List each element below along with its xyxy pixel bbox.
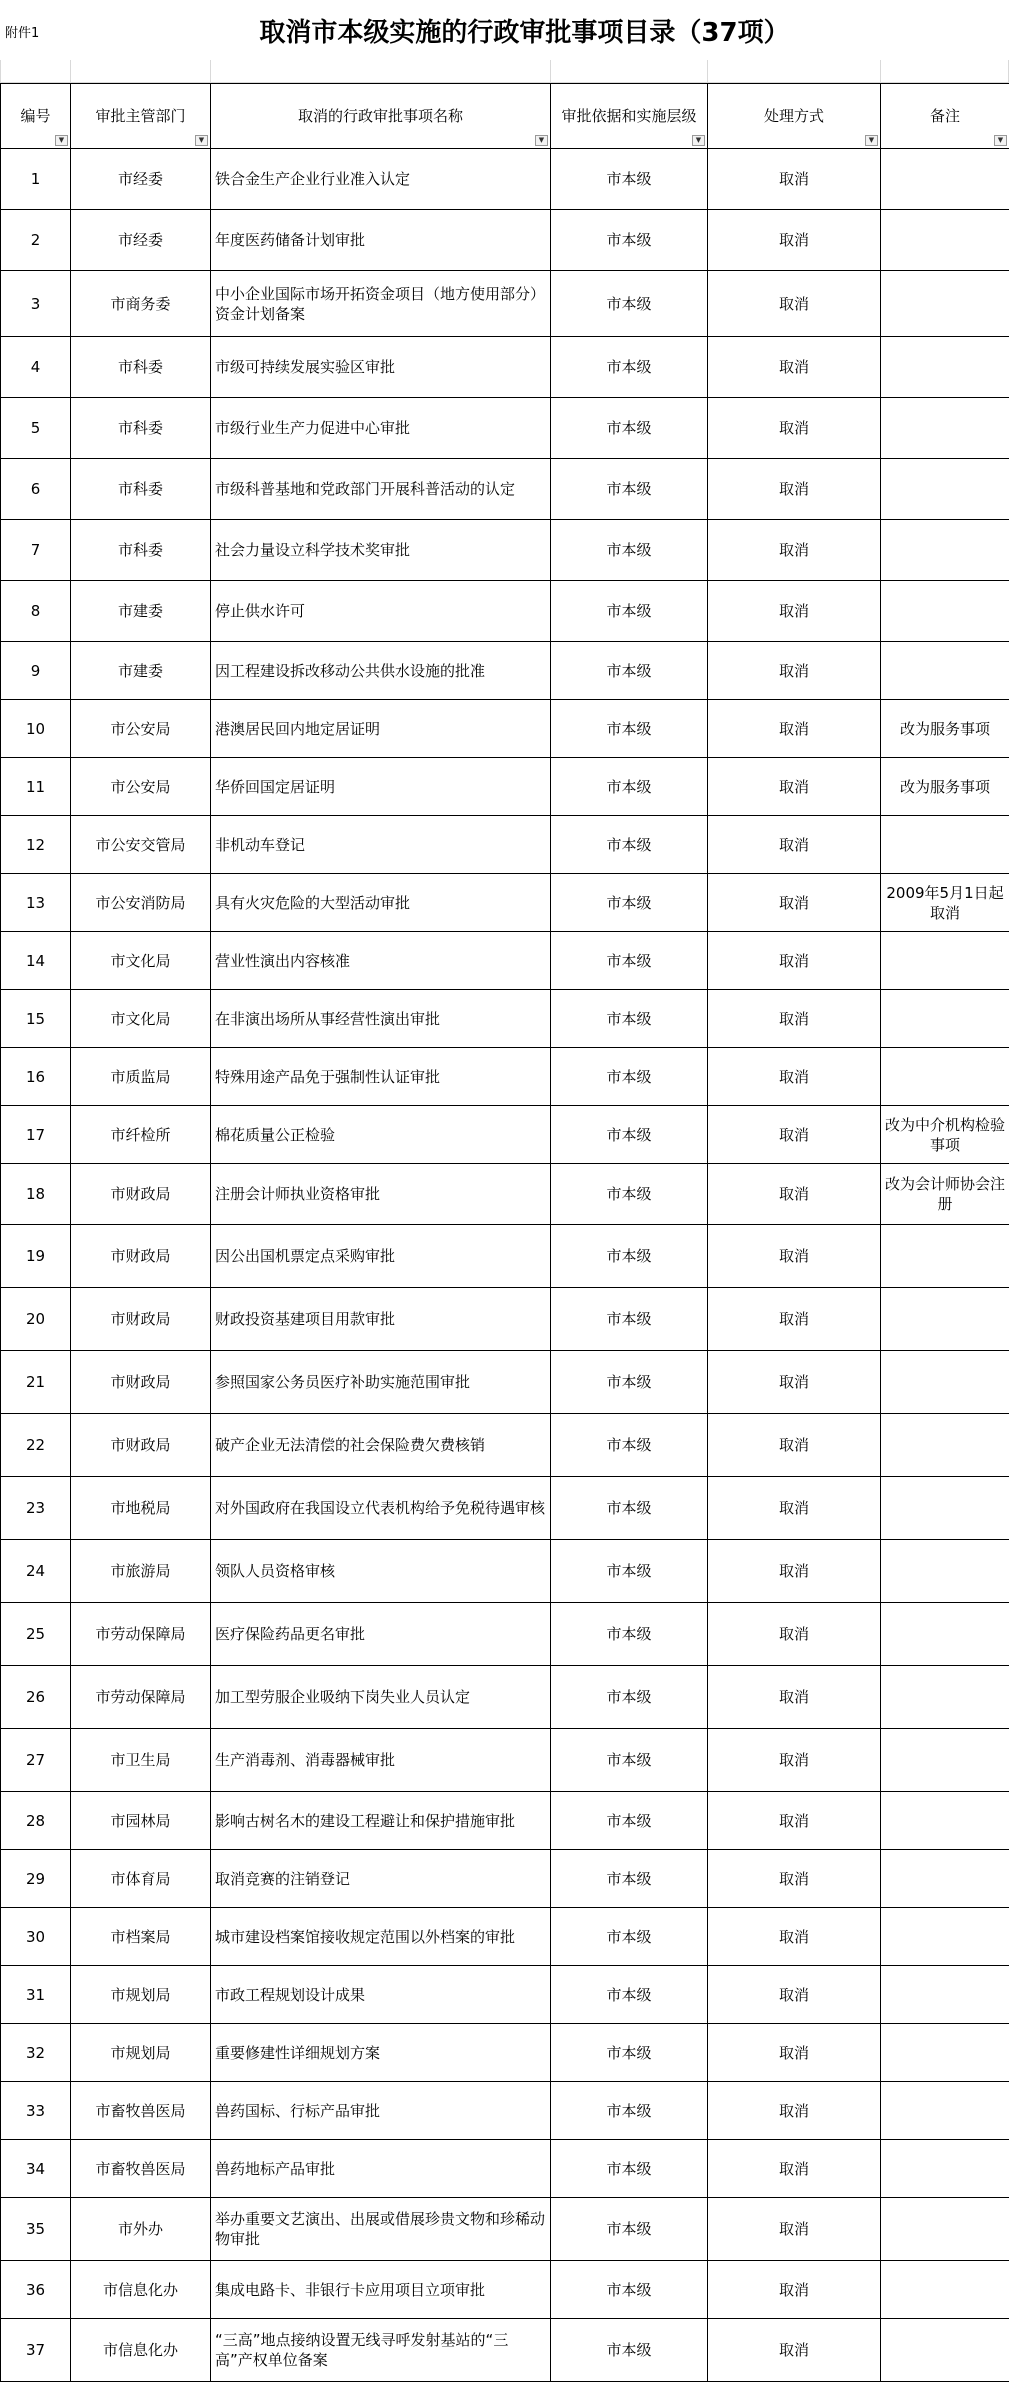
cell-item: 特殊用途产品免于强制性认证审批 xyxy=(211,1048,551,1106)
cell-dept: 市科委 xyxy=(71,398,211,459)
cell-action: 取消 xyxy=(708,758,881,816)
cell-no: 29 xyxy=(1,1850,71,1908)
cell-action: 取消 xyxy=(708,520,881,581)
cell-note xyxy=(881,2198,1009,2261)
cell-no: 19 xyxy=(1,1225,71,1288)
cell-dept: 市公安局 xyxy=(71,700,211,758)
cell-item: 营业性演出内容核准 xyxy=(211,932,551,990)
cell-item: 因公出国机票定点采购审批 xyxy=(211,1225,551,1288)
column-header-note: 备注 ▼ xyxy=(881,84,1009,149)
cell-note: 2009年5月1日起取消 xyxy=(881,874,1009,932)
table-row xyxy=(1,149,1009,210)
cell-dept: 市财政局 xyxy=(71,1351,211,1414)
cell-item: 参照国家公务员医疗补助实施范围审批 xyxy=(211,1351,551,1414)
cell-dept: 市科委 xyxy=(71,337,211,398)
cell-dept: 市劳动保障局 xyxy=(71,1603,211,1666)
cell-dept: 市文化局 xyxy=(71,932,211,990)
cell-action: 取消 xyxy=(708,874,881,932)
cell-item: 加工型劳服企业吸纳下岗失业人员认定 xyxy=(211,1666,551,1729)
table-row xyxy=(1,337,1009,398)
table-row xyxy=(1,1850,1009,1908)
cell-level: 市本级 xyxy=(551,1477,708,1540)
cell-no: 20 xyxy=(1,1288,71,1351)
cell-dept: 市财政局 xyxy=(71,1288,211,1351)
cell-dept: 市科委 xyxy=(71,520,211,581)
cell-no: 27 xyxy=(1,1729,71,1792)
cell-level: 市本级 xyxy=(551,874,708,932)
cell-item: 非机动车登记 xyxy=(211,816,551,874)
cell-dept: 市科委 xyxy=(71,459,211,520)
column-header-dept: 审批主管部门 ▼ xyxy=(71,84,211,149)
cell-dept: 市地税局 xyxy=(71,1477,211,1540)
cell-level: 市本级 xyxy=(551,520,708,581)
cell-level: 市本级 xyxy=(551,1540,708,1603)
table-row xyxy=(1,1908,1009,1966)
table-row xyxy=(1,1966,1009,2024)
page-title: 取消市本级实施的行政审批事项目录（37项） xyxy=(0,12,1009,49)
cell-no: 5 xyxy=(1,398,71,459)
cell-item: 市级科普基地和党政部门开展科普活动的认定 xyxy=(211,459,551,520)
cell-dept: 市园林局 xyxy=(71,1792,211,1850)
table-row xyxy=(1,874,1009,932)
cell-note xyxy=(881,1908,1009,1966)
cell-action: 取消 xyxy=(708,816,881,874)
filter-dropdown-icon[interactable]: ▼ xyxy=(692,135,705,146)
cell-level: 市本级 xyxy=(551,932,708,990)
cell-note xyxy=(881,1048,1009,1106)
table-header-row xyxy=(1,84,1009,149)
cell-note xyxy=(881,1603,1009,1666)
cell-note xyxy=(881,581,1009,642)
cell-item: 破产企业无法清偿的社会保险费欠费核销 xyxy=(211,1414,551,1477)
cell-action: 取消 xyxy=(708,1225,881,1288)
cell-level: 市本级 xyxy=(551,1414,708,1477)
table-row xyxy=(1,1603,1009,1666)
table-row xyxy=(1,1540,1009,1603)
cell-dept: 市畜牧兽医局 xyxy=(71,2082,211,2140)
cell-no: 36 xyxy=(1,2261,71,2319)
table-row xyxy=(1,398,1009,459)
table-row xyxy=(1,1792,1009,1850)
table-row xyxy=(1,642,1009,700)
cell-level: 市本级 xyxy=(551,816,708,874)
column-header-level: 审批依据和实施层级 ▼ xyxy=(551,84,708,149)
table-row xyxy=(1,816,1009,874)
cell-level: 市本级 xyxy=(551,758,708,816)
table-row xyxy=(1,520,1009,581)
cell-no: 1 xyxy=(1,149,71,210)
filter-dropdown-icon[interactable]: ▼ xyxy=(195,135,208,146)
cell-note xyxy=(881,932,1009,990)
cell-action: 取消 xyxy=(708,1106,881,1164)
table-row xyxy=(1,1225,1009,1288)
cell-note xyxy=(881,1729,1009,1792)
cell-note xyxy=(881,1850,1009,1908)
cell-action: 取消 xyxy=(708,1908,881,1966)
cell-action: 取消 xyxy=(708,642,881,700)
cell-level: 市本级 xyxy=(551,1792,708,1850)
cell-item: 中小企业国际市场开拓资金项目（地方使用部分）资金计划备案 xyxy=(211,271,551,337)
cell-item: 市政工程规划设计成果 xyxy=(211,1966,551,2024)
table-row xyxy=(1,990,1009,1048)
cell-action: 取消 xyxy=(708,1666,881,1729)
cell-dept: 市公安消防局 xyxy=(71,874,211,932)
cell-dept: 市公安交管局 xyxy=(71,816,211,874)
cell-no: 33 xyxy=(1,2082,71,2140)
cell-action: 取消 xyxy=(708,398,881,459)
cell-no: 34 xyxy=(1,2140,71,2198)
cell-dept: 市质监局 xyxy=(71,1048,211,1106)
cell-item: 兽药地标产品审批 xyxy=(211,2140,551,2198)
table-row xyxy=(1,210,1009,271)
cell-no: 21 xyxy=(1,1351,71,1414)
cell-item: 港澳居民回内地定居证明 xyxy=(211,700,551,758)
cell-note xyxy=(881,271,1009,337)
cell-note xyxy=(881,459,1009,520)
cell-note xyxy=(881,1792,1009,1850)
table-row xyxy=(1,2082,1009,2140)
cell-item: 华侨回国定居证明 xyxy=(211,758,551,816)
cell-no: 13 xyxy=(1,874,71,932)
cell-level: 市本级 xyxy=(551,398,708,459)
cell-action: 取消 xyxy=(708,271,881,337)
cell-action: 取消 xyxy=(708,1850,881,1908)
cell-level: 市本级 xyxy=(551,1603,708,1666)
cell-action: 取消 xyxy=(708,2082,881,2140)
cell-item: 棉花质量公正检验 xyxy=(211,1106,551,1164)
cell-item: 影响古树名木的建设工程避让和保护措施审批 xyxy=(211,1792,551,1850)
table-row xyxy=(1,2319,1009,2382)
table-row xyxy=(1,581,1009,642)
cell-item: 市级可持续发展实验区审批 xyxy=(211,337,551,398)
cell-action: 取消 xyxy=(708,581,881,642)
cell-no: 16 xyxy=(1,1048,71,1106)
cell-action: 取消 xyxy=(708,2024,881,2082)
cell-action: 取消 xyxy=(708,990,881,1048)
cell-no: 2 xyxy=(1,210,71,271)
cell-action: 取消 xyxy=(708,1164,881,1225)
cell-action: 取消 xyxy=(708,210,881,271)
cell-level: 市本级 xyxy=(551,2319,708,2382)
cell-dept: 市劳动保障局 xyxy=(71,1666,211,1729)
cell-dept: 市旅游局 xyxy=(71,1540,211,1603)
table-row xyxy=(1,700,1009,758)
cell-item: 取消竞赛的注销登记 xyxy=(211,1850,551,1908)
cell-no: 30 xyxy=(1,1908,71,1966)
cell-note xyxy=(881,1351,1009,1414)
cell-action: 取消 xyxy=(708,932,881,990)
cell-dept: 市外办 xyxy=(71,2198,211,2261)
table-row xyxy=(1,1164,1009,1225)
cell-note xyxy=(881,816,1009,874)
cell-no: 35 xyxy=(1,2198,71,2261)
filter-dropdown-icon[interactable]: ▼ xyxy=(865,135,878,146)
table-row xyxy=(1,1288,1009,1351)
cell-level: 市本级 xyxy=(551,2024,708,2082)
cell-note xyxy=(881,1477,1009,1540)
spacer-row xyxy=(0,60,1009,83)
cell-dept: 市商务委 xyxy=(71,271,211,337)
cell-level: 市本级 xyxy=(551,2261,708,2319)
cell-dept: 市财政局 xyxy=(71,1414,211,1477)
cell-item: 兽药国标、行标产品审批 xyxy=(211,2082,551,2140)
cell-dept: 市财政局 xyxy=(71,1164,211,1225)
cell-item: 在非演出场所从事经营性演出审批 xyxy=(211,990,551,1048)
cell-dept: 市档案局 xyxy=(71,1908,211,1966)
cell-action: 取消 xyxy=(708,337,881,398)
cell-no: 8 xyxy=(1,581,71,642)
cell-item: 因工程建设拆改移动公共供水设施的批准 xyxy=(211,642,551,700)
cell-level: 市本级 xyxy=(551,1908,708,1966)
filter-dropdown-icon[interactable]: ▼ xyxy=(55,135,68,146)
cell-level: 市本级 xyxy=(551,1351,708,1414)
cell-dept: 市规划局 xyxy=(71,1966,211,2024)
cell-note xyxy=(881,2319,1009,2382)
cell-level: 市本级 xyxy=(551,1164,708,1225)
table-row xyxy=(1,2140,1009,2198)
cell-dept: 市公安局 xyxy=(71,758,211,816)
cell-action: 取消 xyxy=(708,149,881,210)
cell-level: 市本级 xyxy=(551,337,708,398)
cell-note: 改为中介机构检验事项 xyxy=(881,1106,1009,1164)
cell-no: 28 xyxy=(1,1792,71,1850)
cell-no: 10 xyxy=(1,700,71,758)
cell-item: 重要修建性详细规划方案 xyxy=(211,2024,551,2082)
cell-dept: 市规划局 xyxy=(71,2024,211,2082)
cell-level: 市本级 xyxy=(551,990,708,1048)
cell-level: 市本级 xyxy=(551,581,708,642)
cell-note xyxy=(881,398,1009,459)
cell-action: 取消 xyxy=(708,1351,881,1414)
cell-item: 财政投资基建项目用款审批 xyxy=(211,1288,551,1351)
cell-no: 12 xyxy=(1,816,71,874)
cell-dept: 市信息化办 xyxy=(71,2319,211,2382)
cell-item: 社会力量设立科学技术奖审批 xyxy=(211,520,551,581)
cell-item: 集成电路卡、非银行卡应用项目立项审批 xyxy=(211,2261,551,2319)
table-row xyxy=(1,1477,1009,1540)
cell-no: 4 xyxy=(1,337,71,398)
cell-dept: 市经委 xyxy=(71,149,211,210)
cell-note xyxy=(881,1540,1009,1603)
table-row xyxy=(1,1729,1009,1792)
cell-item: 年度医药储备计划审批 xyxy=(211,210,551,271)
cell-item: 对外国政府在我国设立代表机构给予免税待遇审核 xyxy=(211,1477,551,1540)
cell-dept: 市建委 xyxy=(71,642,211,700)
cell-note xyxy=(881,210,1009,271)
column-header-action: 处理方式 ▼ xyxy=(708,84,881,149)
cell-note xyxy=(881,1414,1009,1477)
cell-note: 改为服务事项 xyxy=(881,700,1009,758)
cell-item: 具有火灾危险的大型活动审批 xyxy=(211,874,551,932)
cell-action: 取消 xyxy=(708,1540,881,1603)
cell-level: 市本级 xyxy=(551,1666,708,1729)
table-row xyxy=(1,2261,1009,2319)
annex-label: 附件1 xyxy=(5,22,39,41)
cell-level: 市本级 xyxy=(551,1225,708,1288)
cell-no: 22 xyxy=(1,1414,71,1477)
cell-item: 铁合金生产企业行业准入认定 xyxy=(211,149,551,210)
cell-note xyxy=(881,1966,1009,2024)
cell-action: 取消 xyxy=(708,1288,881,1351)
cell-item: 医疗保险药品更名审批 xyxy=(211,1603,551,1666)
cell-no: 18 xyxy=(1,1164,71,1225)
cell-item: “三高”地点接纳设置无线寻呼发射基站的“三高”产权单位备案 xyxy=(211,2319,551,2382)
cell-no: 6 xyxy=(1,459,71,520)
cell-item: 注册会计师执业资格审批 xyxy=(211,1164,551,1225)
cell-no: 32 xyxy=(1,2024,71,2082)
cell-no: 15 xyxy=(1,990,71,1048)
cell-item: 城市建设档案馆接收规定范围以外档案的审批 xyxy=(211,1908,551,1966)
cell-level: 市本级 xyxy=(551,1966,708,2024)
cell-action: 取消 xyxy=(708,1477,881,1540)
cell-action: 取消 xyxy=(708,1966,881,2024)
cell-level: 市本级 xyxy=(551,1048,708,1106)
cell-level: 市本级 xyxy=(551,642,708,700)
cell-note xyxy=(881,1288,1009,1351)
cell-item: 生产消毒剂、消毒器械审批 xyxy=(211,1729,551,1792)
cell-item: 停止供水许可 xyxy=(211,581,551,642)
cell-dept: 市纤检所 xyxy=(71,1106,211,1164)
cell-item: 领队人员资格审核 xyxy=(211,1540,551,1603)
cell-action: 取消 xyxy=(708,1792,881,1850)
cell-level: 市本级 xyxy=(551,210,708,271)
table-row xyxy=(1,2198,1009,2261)
cell-note xyxy=(881,149,1009,210)
column-header-item: 取消的行政审批事项名称 ▼ xyxy=(211,84,551,149)
table-row xyxy=(1,1106,1009,1164)
cell-note xyxy=(881,1666,1009,1729)
cell-dept: 市文化局 xyxy=(71,990,211,1048)
cell-note xyxy=(881,2082,1009,2140)
cell-action: 取消 xyxy=(708,1414,881,1477)
cell-action: 取消 xyxy=(708,1729,881,1792)
cell-dept: 市信息化办 xyxy=(71,2261,211,2319)
cell-level: 市本级 xyxy=(551,1106,708,1164)
cell-no: 31 xyxy=(1,1966,71,2024)
table-row xyxy=(1,1414,1009,1477)
cell-no: 37 xyxy=(1,2319,71,2382)
cell-note xyxy=(881,337,1009,398)
cell-level: 市本级 xyxy=(551,1729,708,1792)
cell-item: 举办重要文艺演出、出展或借展珍贵文物和珍稀动物审批 xyxy=(211,2198,551,2261)
cell-action: 取消 xyxy=(708,2261,881,2319)
cell-no: 26 xyxy=(1,1666,71,1729)
cell-note xyxy=(881,2140,1009,2198)
cell-note xyxy=(881,642,1009,700)
cell-no: 3 xyxy=(1,271,71,337)
table-row xyxy=(1,1666,1009,1729)
cell-level: 市本级 xyxy=(551,1850,708,1908)
table-row xyxy=(1,1048,1009,1106)
cell-note xyxy=(881,1225,1009,1288)
filter-dropdown-icon[interactable]: ▼ xyxy=(535,135,548,146)
cell-note: 改为会计师协会注册 xyxy=(881,1164,1009,1225)
cell-level: 市本级 xyxy=(551,700,708,758)
cell-note xyxy=(881,990,1009,1048)
table-row xyxy=(1,271,1009,337)
cell-dept: 市财政局 xyxy=(71,1225,211,1288)
table-row xyxy=(1,1351,1009,1414)
cell-action: 取消 xyxy=(708,1603,881,1666)
cell-action: 取消 xyxy=(708,459,881,520)
cell-level: 市本级 xyxy=(551,149,708,210)
cell-level: 市本级 xyxy=(551,2198,708,2261)
filter-dropdown-icon[interactable]: ▼ xyxy=(994,135,1007,146)
cell-action: 取消 xyxy=(708,1048,881,1106)
cell-dept: 市建委 xyxy=(71,581,211,642)
cell-action: 取消 xyxy=(708,2198,881,2261)
approval-items-table xyxy=(0,83,1009,2382)
cell-action: 取消 xyxy=(708,2140,881,2198)
column-header-no: 编号 ▼ xyxy=(1,84,71,149)
cell-note xyxy=(881,2261,1009,2319)
cell-no: 25 xyxy=(1,1603,71,1666)
header-row xyxy=(0,0,1009,60)
cell-level: 市本级 xyxy=(551,459,708,520)
cell-no: 17 xyxy=(1,1106,71,1164)
cell-action: 取消 xyxy=(708,700,881,758)
cell-item: 市级行业生产力促进中心审批 xyxy=(211,398,551,459)
cell-no: 9 xyxy=(1,642,71,700)
cell-dept: 市畜牧兽医局 xyxy=(71,2140,211,2198)
cell-level: 市本级 xyxy=(551,2082,708,2140)
cell-dept: 市卫生局 xyxy=(71,1729,211,1792)
table-row xyxy=(1,758,1009,816)
cell-dept: 市经委 xyxy=(71,210,211,271)
cell-dept: 市体育局 xyxy=(71,1850,211,1908)
cell-action: 取消 xyxy=(708,2319,881,2382)
table-row xyxy=(1,932,1009,990)
cell-no: 23 xyxy=(1,1477,71,1540)
cell-level: 市本级 xyxy=(551,271,708,337)
cell-note xyxy=(881,520,1009,581)
table-row xyxy=(1,459,1009,520)
cell-no: 14 xyxy=(1,932,71,990)
cell-level: 市本级 xyxy=(551,2140,708,2198)
cell-note: 改为服务事项 xyxy=(881,758,1009,816)
cell-level: 市本级 xyxy=(551,1288,708,1351)
cell-note xyxy=(881,2024,1009,2082)
table-row xyxy=(1,2024,1009,2082)
cell-no: 24 xyxy=(1,1540,71,1603)
cell-no: 7 xyxy=(1,520,71,581)
cell-no: 11 xyxy=(1,758,71,816)
